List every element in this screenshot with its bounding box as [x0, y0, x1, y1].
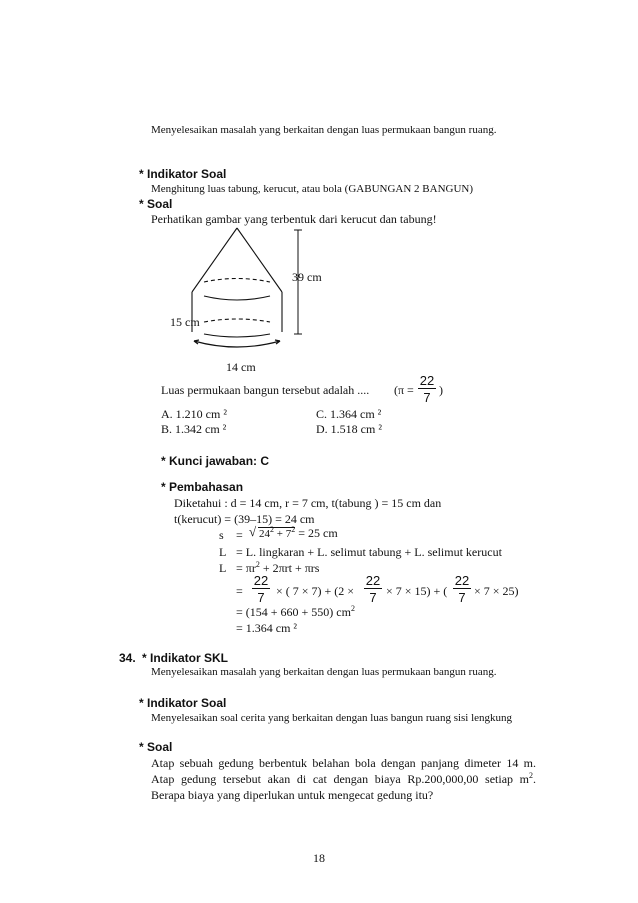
calc-fraction-1-den: 7 [257, 590, 265, 605]
q34-soal-line3: Berapa biaya yang diperlukan untuk mengecat gedung itu? [151, 788, 434, 802]
sum-line: = (154 + 660 + 550) $cm^2$ [236, 604, 355, 619]
pi-close: ) [439, 383, 443, 397]
height-label: 39 cm [292, 270, 322, 284]
indikator-soal-text: Menghitung luas tabung, kerucut, atau bola (GABUNGAN 2 BANGUN) [151, 183, 474, 195]
cone-outline [192, 228, 282, 292]
L1-label: L [219, 545, 227, 559]
option-c: C. 1.364 cm ² [316, 407, 382, 421]
option-d: D. 1.518 cm ² [316, 422, 382, 436]
pembahasan-line2: t(kerucut) = (39–15) = 24 cm [174, 512, 315, 526]
option-a: A. 1.210 cm ² [161, 407, 227, 421]
calc-part-3: × 7 × 25) [474, 584, 519, 598]
s-label: s [219, 528, 224, 542]
indikator-soal-heading: * Indikator Soal [139, 167, 227, 181]
s-radicand-b: + 7 [274, 528, 292, 540]
q34-indikator-text: Menyelesaikan soal cerita yang berkaitan dengan luas bangun ruang sisi lengkung [151, 712, 513, 724]
s-equals: = [236, 528, 243, 542]
calc-fraction-3 [453, 574, 471, 604]
pembahasan-heading: * Pembahasan [161, 480, 244, 494]
soal-text: Perhatikan gambar yang terbentuk dari kerucut dan tabung! [151, 212, 437, 226]
L2-text-a: = πr [236, 561, 256, 575]
pi-numerator: 22 [419, 373, 435, 388]
calc-fraction-3-num: 22 [454, 573, 470, 588]
option-b: B. 1.342 cm ² [161, 422, 227, 436]
q34-indikator-heading: * Indikator Soal [139, 696, 227, 710]
page-number: 18 [313, 851, 325, 865]
s-sqrt-expression: √ $24^2 + 7^2 = 25$ cm [249, 524, 338, 540]
pi-open: (π = [394, 383, 414, 397]
L2-text: = $\pi r^2 + 2\pi rt + \pi rs$ [236, 560, 320, 575]
pi-denominator: 7 [423, 390, 431, 405]
q34-skl-heading: * Indikator SKL [142, 651, 229, 665]
pi-fraction [418, 374, 436, 404]
q34-soal-heading: * Soal [139, 740, 173, 754]
calc-fraction-1 [252, 574, 270, 604]
pembahasan-line1: Diketahui : d = 14 cm, r = 7 cm, t(tabung ) = 15 cm dan [174, 496, 442, 510]
soal-heading: * Soal [139, 197, 173, 211]
s-radicand-a: 24 [259, 528, 270, 540]
q34-number: 34. [119, 651, 136, 665]
kunci-jawaban: * Kunci jawaban: C [161, 454, 270, 468]
L2-label: L [219, 561, 227, 575]
calc-fraction-2 [364, 574, 382, 604]
L1-text: = L. lingkaran + L. selimut tabung + L. selimut kerucut [236, 545, 502, 559]
tube-height-label: 15 cm [170, 315, 200, 329]
cone-cylinder-figure [160, 222, 330, 362]
calc-equals: = [236, 584, 243, 598]
q34-skl-text: Menyelesaikan masalah yang berkaitan dengan luas permukaan bangun ruang. [151, 666, 497, 678]
q34-soal-line1: Atap sebuah gedung berbentuk belahan bola dengan panjang dimeter 14 m. [151, 756, 536, 770]
calc-fraction-3-den: 7 [458, 590, 466, 605]
calc-fraction-1-num: 22 [253, 573, 269, 588]
calc-fraction-2-num: 22 [365, 573, 381, 588]
s-result: = 25 cm [295, 526, 338, 540]
final-line: = 1.364 cm ² [236, 621, 298, 635]
skl-text-prev: Menyelesaikan masalah yang berkaitan dengan luas permukaan bangun ruang. [151, 124, 497, 136]
calc-part-1: × ( 7 × 7) + (2 × [276, 584, 355, 598]
diameter-label: 14 cm [226, 360, 256, 374]
diameter-dimension-line [194, 340, 280, 347]
cylinder-outline [192, 279, 282, 338]
calc-fraction-2-den: 7 [369, 590, 377, 605]
calc-part-2: × 7 × 15) + ( [386, 584, 448, 598]
L2-text-b: + 2πrt + πrs [259, 561, 320, 575]
question-prompt: Luas permukaan bangun tersebut adalah .... [161, 383, 370, 397]
q34-soal-line2: Atap gedung tersebut akan di cat dengan biaya Rp.200,000,00 setiap $m^2$. [151, 771, 536, 786]
